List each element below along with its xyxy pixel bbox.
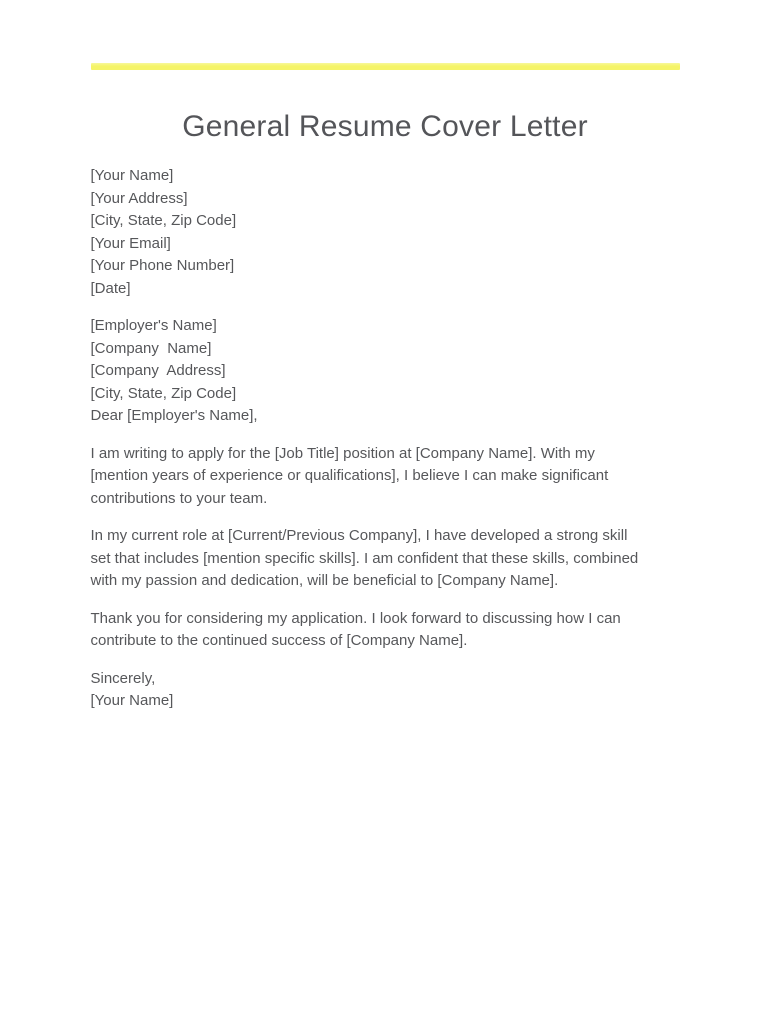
recipient-city-state-zip: [City, State, Zip Code] bbox=[90, 384, 237, 402]
closing-signature-name: [Your Name] bbox=[90, 692, 174, 709]
closing-sincerely: Sincerely, bbox=[90, 669, 156, 687]
paragraph-line: set that includes [mention specific skills]. I am confident that these skills, combined bbox=[90, 549, 639, 567]
paragraph-line: Thank you for considering my application. I look forward to discussing how I can bbox=[90, 609, 621, 627]
salutation: Dear [Employer's Name], bbox=[90, 407, 258, 424]
employer-name: [Employer's Name] bbox=[90, 317, 217, 334]
paragraph-skills bbox=[91, 525, 680, 593]
paragraph-line: contributions to your team. bbox=[90, 489, 268, 507]
paragraph-line: In my current role at [Current/Previous Company], I have developed a strong skill bbox=[90, 527, 628, 544]
sender-phone: [Your Phone Number] bbox=[90, 257, 235, 274]
company-name: [Company Name] bbox=[90, 339, 212, 357]
sender-address: [Your Address] bbox=[90, 189, 188, 207]
paragraph-line: [mention years of experience or qualifications], I believe I can make significant bbox=[90, 467, 609, 484]
sender-name: [Your Name] bbox=[90, 167, 174, 184]
sender-block bbox=[91, 165, 680, 300]
company-address: [Company Address] bbox=[90, 362, 226, 379]
paragraph-intro bbox=[91, 443, 680, 511]
letter-body bbox=[91, 165, 680, 713]
closing-block bbox=[91, 668, 680, 713]
accent-rule bbox=[91, 63, 680, 70]
sender-city-state-zip: [City, State, Zip Code] bbox=[90, 212, 237, 229]
letter-title: General Resume Cover Letter bbox=[182, 110, 588, 143]
recipient-block bbox=[91, 315, 680, 428]
paragraph-line: I am writing to apply for the [Job Title] position at [Company Name]. With my bbox=[90, 444, 595, 462]
sender-email: [Your Email] bbox=[90, 234, 171, 252]
paragraph-thanks bbox=[91, 608, 680, 653]
letter-date: [Date] bbox=[90, 279, 131, 297]
paragraph-line: with my passion and dedication, will be beneficial to [Company Name]. bbox=[90, 572, 559, 589]
paragraph-line: contribute to the continued success of [Company Name]. bbox=[90, 632, 468, 649]
